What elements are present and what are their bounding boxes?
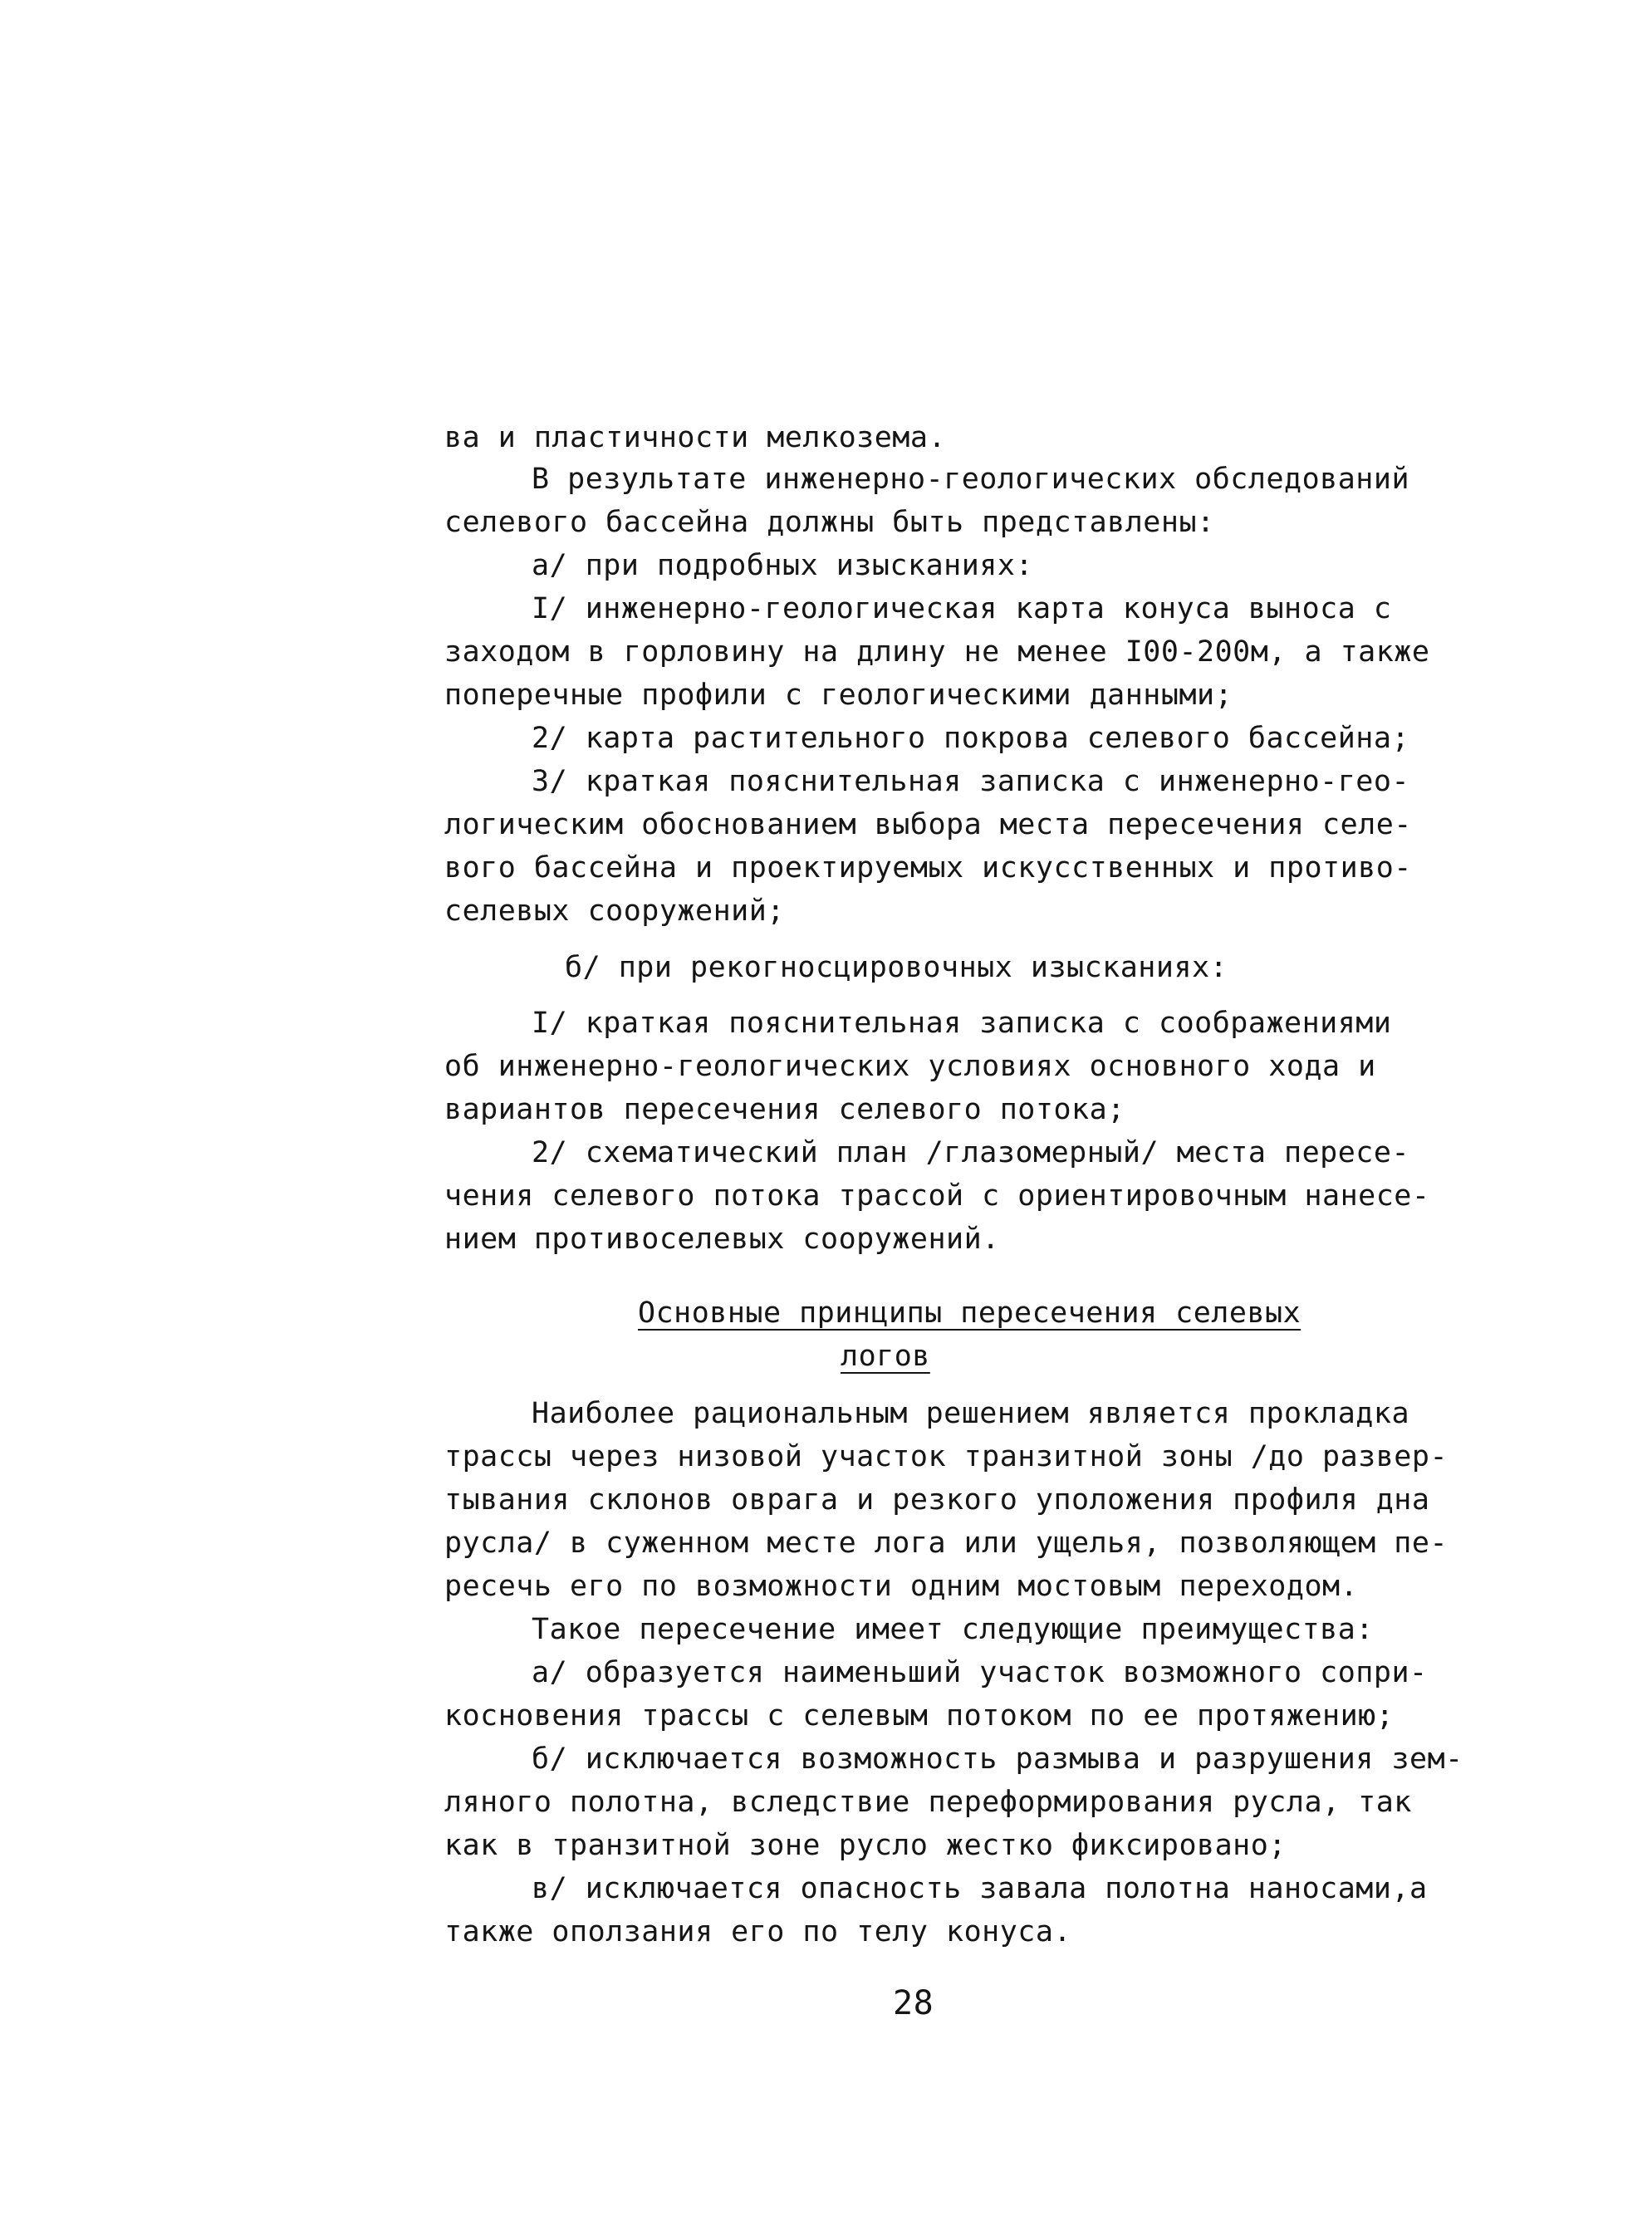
text-line: Наиболее рациональным решением является прокладка (532, 1397, 1410, 1430)
text-line: об инженерно-геологических условиях основного хода и (444, 1050, 1376, 1083)
text-line: косновения трассы с селевым потоком по ее протяжению; (444, 1699, 1395, 1733)
text-line: тывания склонов оврага и резкого уположения профиля дна (444, 1483, 1430, 1517)
text-line: вариантов пересечения селевого потока; (444, 1093, 1125, 1126)
text-line: б/ исключается возможность размыва и разрушения зем- (532, 1742, 1463, 1776)
text-line: а/ образуется наименьший участок возможного сопри- (532, 1656, 1428, 1689)
text-line: логическим обоснованием выбора места пересечения селе- (444, 808, 1412, 841)
text-line: б/ при рекогносцировочных изысканиях: (565, 951, 1228, 984)
text-line: 3/ краткая пояснительная записка с инженерно-гео- (532, 765, 1410, 798)
text-line: ва и пластичности мелкозема. (444, 421, 947, 454)
text-line: трассы через низовой участок транзитной зоны /до развер- (444, 1440, 1449, 1473)
text-line: В результате инженерно-геологических обследований (532, 463, 1410, 496)
text-line: поперечные профили с геологическими данными; (444, 679, 1233, 712)
text-line: I/ краткая пояснительная записка с соображениями (532, 1007, 1392, 1040)
text-line: нием противоселевых сооружений. (444, 1223, 1000, 1256)
text-line: русла/ в суженном месте лога или ущелья, позволяющем пе- (444, 1527, 1449, 1560)
text-line: а/ при подробных изысканиях: (532, 549, 1034, 582)
text-line: селевого бассейна должны быть представлены: (444, 506, 1215, 539)
text-line: также оползания его по телу конуса. (444, 1915, 1072, 1948)
text-line: как в транзитной зоне русло жестко фиксировано; (444, 1829, 1287, 1862)
text-line: в/ исключается опасность завала полотна наносами,а (532, 1872, 1428, 1905)
text-line: ресечь его по возможности одним мостовым переходом. (444, 1570, 1359, 1603)
text-line: чения селевого потока трассой с ориентировочным нанесе- (444, 1179, 1430, 1213)
section-heading-cont: логов (841, 1340, 930, 1373)
text-line: 2/ схематический план /глазомерный/ места пересе- (532, 1136, 1410, 1169)
text-line: селевых сооружений; (444, 894, 785, 928)
text-line: 2/ карта растительного покрова селевого бассейна; (532, 722, 1410, 755)
text-line: вого бассейна и проектируемых искусственных и противо- (444, 851, 1412, 885)
text-line: ляного полотна, вследствие переформирования русла, так (444, 1786, 1412, 1819)
page-number: 28 (893, 1984, 934, 2022)
section-heading: Основные принципы пересечения селевых (638, 1296, 1302, 1330)
text-line: заходом в горловину на длину не менее I00-200м, а также (444, 635, 1430, 669)
text-line: Такое пересечение имеет следующие преимущества: (532, 1613, 1374, 1646)
text-line: I/ инженерно-геологическая карта конуса выноса с (532, 592, 1392, 625)
